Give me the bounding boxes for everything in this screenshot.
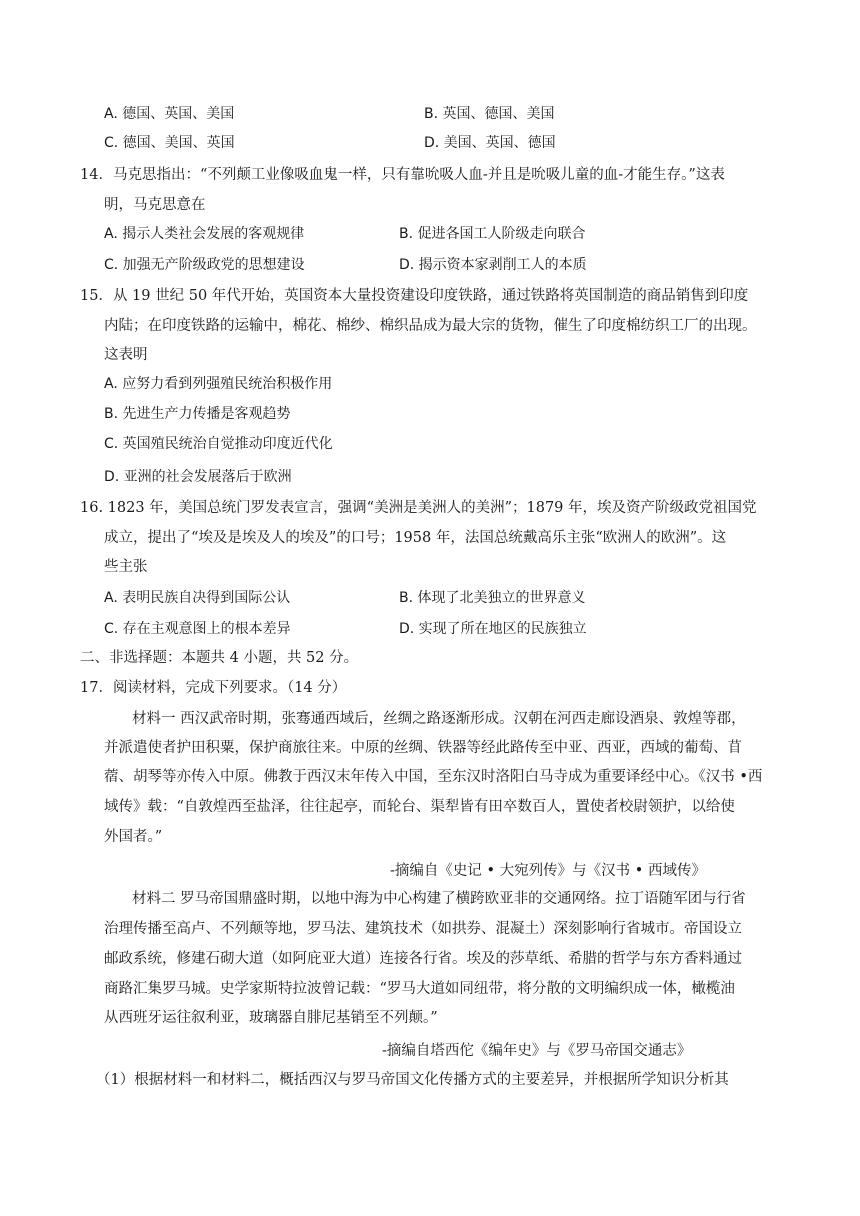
q15-stem-line-1: 15．从 19 世纪 50 年代开始，英国资本大量投资建设印度铁路，通过铁路将英国制造的商品销售到印度 (80, 288, 749, 304)
q15-option-b: B. 先进生产力传播是客观趋势 (104, 406, 291, 422)
q15-option-c: C. 英国殖民统治自觉推动印度近代化 (104, 436, 333, 452)
q14-option-a: A. 揭示人类社会发展的客观规律 (104, 226, 305, 242)
q13-option-a: A. 德国、英国、美国 (104, 106, 235, 122)
q13-option-d: D. 美国、英国、德国 (424, 135, 556, 151)
material-1-line-4: 域传》载：“自敦煌西至盐泽，往往起亭，而轮台、渠犁皆有田卒数百人，置使者校尉领护，以给使 (104, 799, 735, 815)
material-1-line-1: 材料一 西汉武帝时期，张骞通西域后，丝绸之路逐渐形成。汉朝在河西走廊设酒泉、敦煌等郡， (132, 711, 746, 727)
q16-option-c: C. 存在主观意图上的根本差异 (104, 621, 291, 637)
section-heading: 二、非选择题：本题共 4 小题，共 52 分。 (80, 650, 359, 666)
q16-option-d: D. 实现了所在地区的民族独立 (399, 621, 587, 637)
q16-stem-line-3: 些主张 (104, 559, 148, 575)
material-1-line-2: 并派遣使者护田积粟，保护商旅往来。中原的丝绸、铁器等经此路传至中亚、西亚，西域的葡萄、苜 (104, 740, 742, 756)
material-2-line-4: 商路汇集罗马城。史学家斯特拉波曾记载：“罗马大道如同纽带，将分散的文明编织成一体，橄榄油 (104, 981, 735, 997)
q13-option-c: C. 德国、美国、英国 (104, 135, 235, 151)
q14-stem-line-2: 明，马克思意在 (104, 197, 206, 213)
q17-subquestion-1: （1）根据材料一和材料二，概括西汉与罗马帝国文化传播方式的主要差异，并根据所学知识分析其 (96, 1072, 729, 1088)
q14-option-b: B. 促进各国工人阶级走向联合 (399, 226, 586, 242)
q15-option-a: A. 应努力看到列强殖民统治积极作用 (104, 376, 333, 392)
q14-option-d: D. 揭示资本家剥削工人的本质 (399, 257, 587, 273)
q14-option-c: C. 加强无产阶级政党的思想建设 (104, 257, 305, 273)
q16-stem-line-2: 成立，提出了“埃及是埃及人的埃及”的口号；1958 年，法国总统戴高乐主张“欧洲人的欧洲”。这 (104, 530, 727, 546)
material-2-line-2: 治理传播至高卢、不列颠等地，罗马法、建筑技术（如拱券、混凝土）深刻影响行省城市。帝国设立 (104, 921, 742, 937)
q15-option-d: D. 亚洲的社会发展落后于欧洲 (104, 469, 292, 485)
q17-title: 17．阅读材料，完成下列要求。（14 分） (80, 680, 347, 696)
material-1-line-5: 外国者。” (104, 829, 163, 845)
q13-option-b: B. 英国、德国、美国 (424, 106, 555, 122)
material-2-line-3: 邮政系统，修建石砌大道（如阿庇亚大道）连接各行省。埃及的莎草纸、希腊的哲学与东方香料通过 (104, 951, 742, 967)
q16-stem-line-1: 16. 1823 年，美国总统门罗发表宣言，强调“美洲是美洲人的美洲”；1879 年，埃及资产阶级政党祖国党 (80, 500, 757, 516)
material-2-source: -摘编自塔西佗《编年史》与《罗马帝国交通志》 (382, 1043, 692, 1059)
q15-stem-line-3: 这表明 (104, 347, 148, 363)
q16-option-b: B. 体现了北美独立的世界意义 (399, 590, 586, 606)
q14-stem-line-1: 14．马克思指出：“不列颠工业像吸血鬼一样，只有靠吮吸人血-并且是吮吸儿童的血-才能生存。”这表 (80, 167, 725, 183)
q15-stem-line-2: 内陆；在印度铁路的运输中，棉花、棉纱、棉织品成为最大宗的货物，催生了印度棉纺织工厂的出现。 (104, 318, 757, 334)
material-2-line-5: 从西班牙运往叙利亚，玻璃器自腓尼基销至不列颠。” (104, 1010, 438, 1026)
material-1-line-3: 蓿、胡琴等亦传入中原。佛教于西汉末年传入中国，至东汉时洛阳白马寺成为重要译经中心。《汉书 •西 (104, 769, 763, 785)
q16-option-a: A. 表明民族自决得到国际公认 (104, 590, 291, 606)
material-1-source: -摘编自《史记 • 大宛列传》与《汉书 • 西域传》 (390, 863, 706, 879)
material-2-line-1: 材料二 罗马帝国鼎盛时期，以地中海为中心构建了横跨欧亚非的交通网络。拉丁语随军团与行省 (132, 891, 746, 907)
